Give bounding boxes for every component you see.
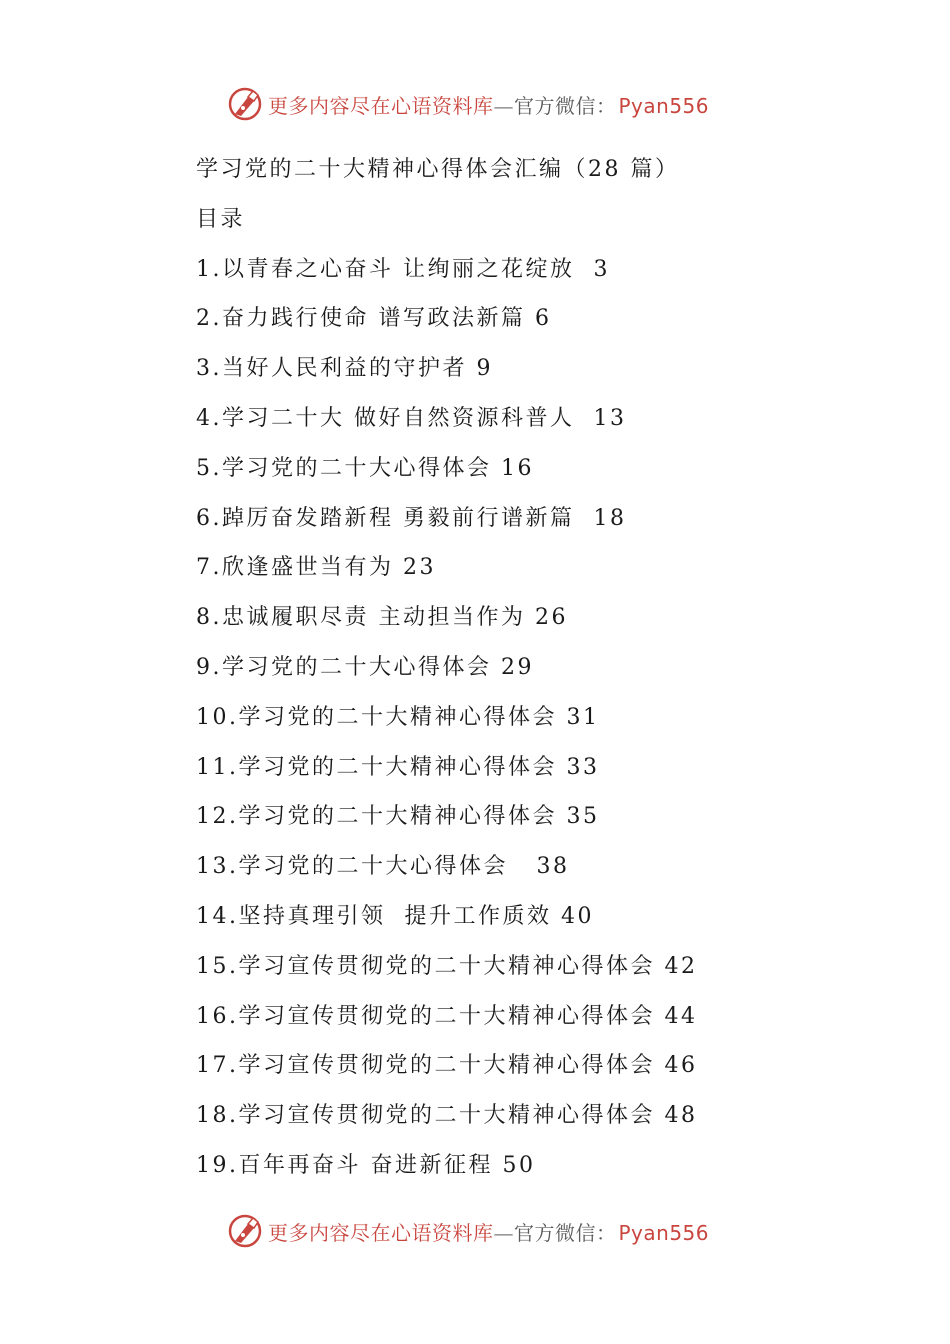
toc-item: 18.学习宣传贯彻党的二十大精神心得体会 48 [196,1103,698,1129]
toc-item: 5.学习党的二十大心得体会 16 [196,455,534,481]
toc-item: 2.奋力践行使命 谱写政法新篇 6 [196,306,552,332]
banner-slogan: 更多内容尽在心语资料库 [268,93,494,118]
banner-slogan: 更多内容尽在心语资料库 [268,1220,494,1245]
header-banner [226,84,746,124]
toc-item: 4.学习二十大 做好自然资源科普人 13 [196,405,627,431]
banner-wechat-id: Pyan556 [618,1220,710,1245]
banner-separator: — [493,1220,514,1245]
toc-item: 19.百年再奋斗 奋进新征程 50 [196,1152,536,1178]
toc-item: 6.踔厉奋发踏新程 勇毅前行谱新篇 18 [196,505,627,531]
toc-item: 14.坚持真理引领 提升工作质效 40 [196,903,594,929]
toc-item: 17.学习宣传贯彻党的二十大精神心得体会 46 [196,1053,698,1079]
footer-banner [226,1211,746,1251]
toc-item: 12.学习党的二十大精神心得体会 35 [196,804,600,830]
toc-item: 15.学习宣传贯彻党的二十大精神心得体会 42 [196,953,698,979]
toc-heading: 目录 [196,206,246,232]
banner-wechat-label: 官方微信： [514,93,617,118]
document-title: 学习党的二十大精神心得体会汇编（28 篇） [196,157,680,182]
banner-wechat-id: Pyan556 [618,93,710,118]
toc-item: 7.欣逢盛世当有为 23 [196,555,436,581]
document-body [196,145,756,1191]
pen-nib-icon [226,85,264,123]
toc-item: 10.学习党的二十大精神心得体会 31 [196,704,600,730]
banner-separator: — [493,93,514,118]
banner-text [268,90,709,119]
toc-item: 9.学习党的二十大心得体会 29 [196,654,534,680]
toc-item: 13.学习党的二十大心得体会 38 [196,854,570,880]
banner-wechat-label: 官方微信： [514,1220,617,1245]
toc-item: 1.以青春之心奋斗 让绚丽之花绽放 3 [196,256,610,282]
toc-item: 11.学习党的二十大精神心得体会 33 [196,754,600,780]
toc-item: 16.学习宣传贯彻党的二十大精神心得体会 44 [196,1003,698,1029]
banner-text [268,1217,709,1246]
toc-item: 3.当好人民利益的守护者 9 [196,356,493,382]
pen-nib-icon [226,1212,264,1250]
toc-item: 8.忠诚履职尽责 主动担当作为 26 [196,605,568,631]
